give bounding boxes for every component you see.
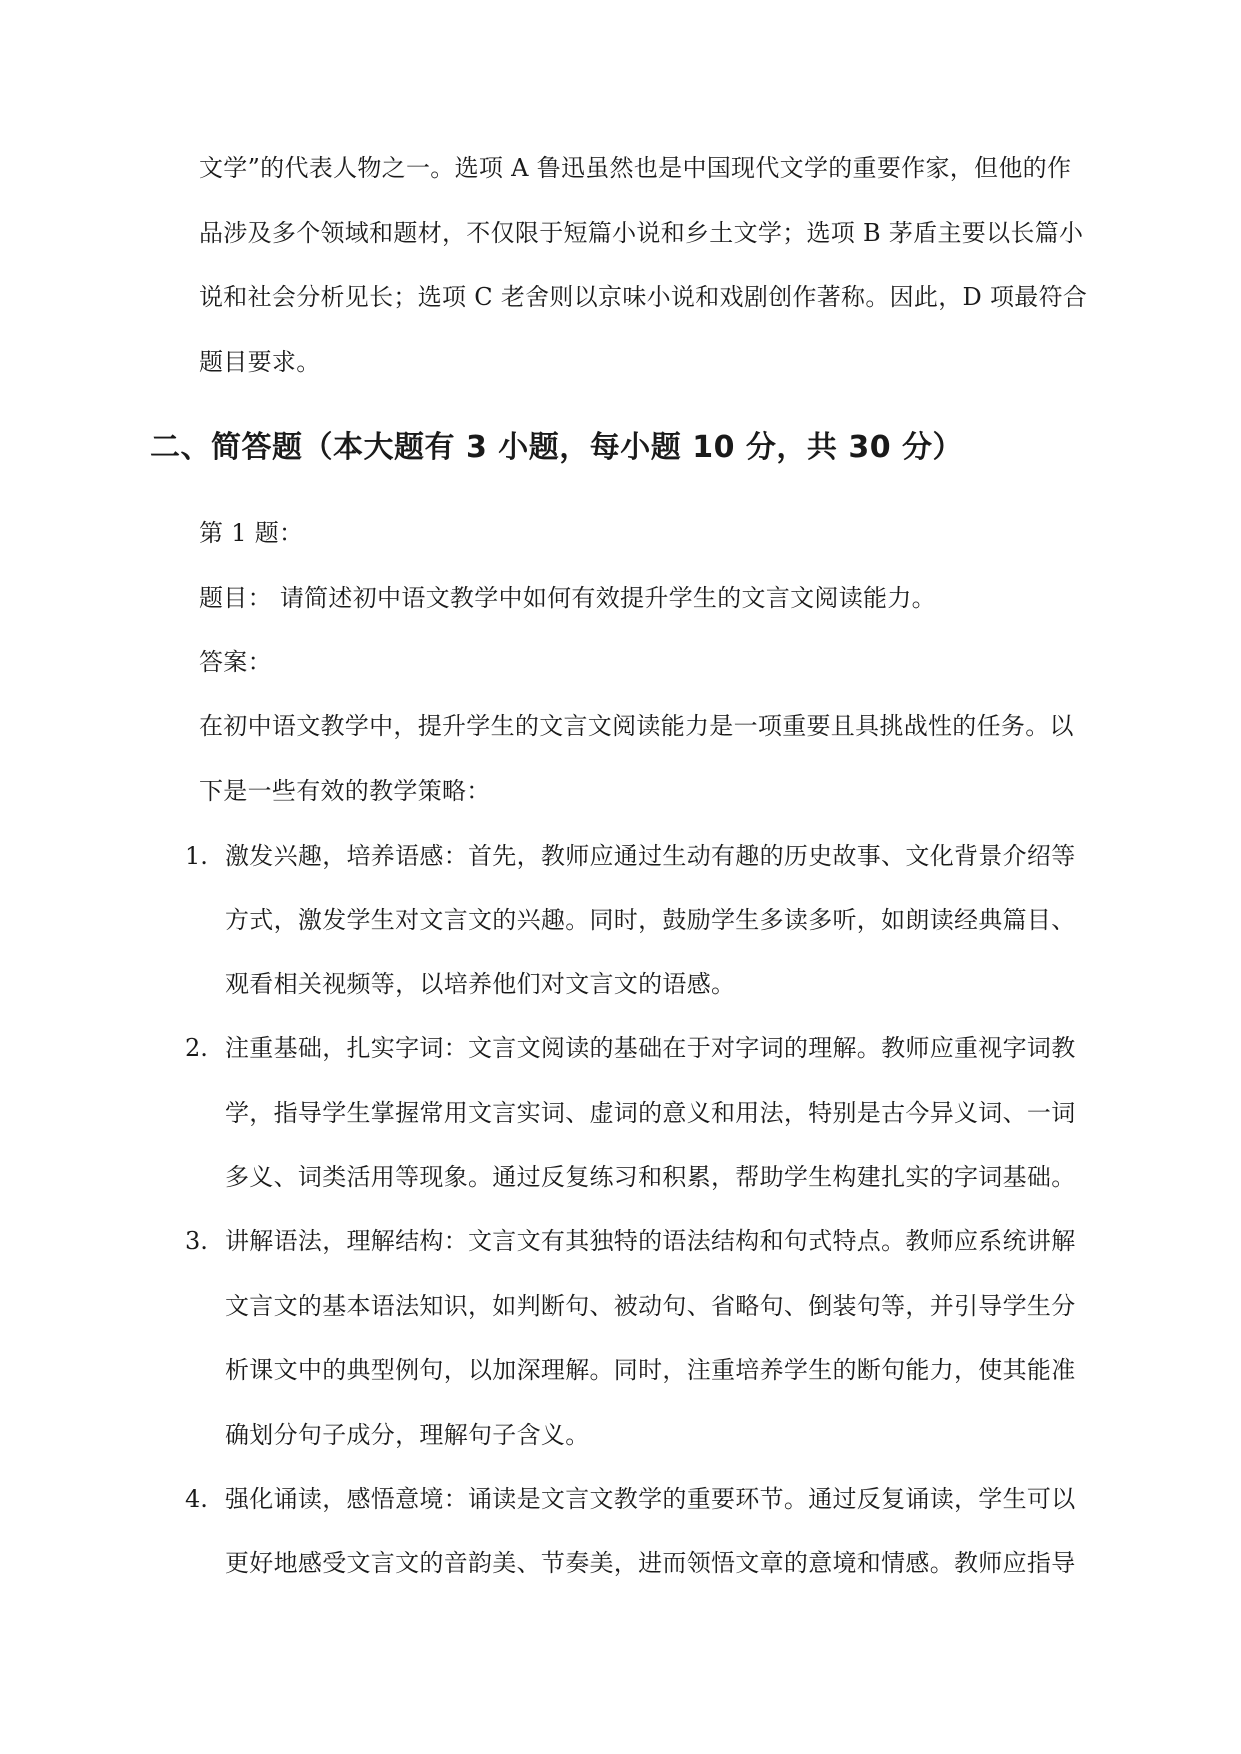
intro-line: 品涉及多个领域和题材，不仅限于短篇小说和乡土文学；选项 B 茅盾主要以长篇小 [199, 219, 1084, 247]
list-item-line: 确划分句子成分，理解句子含义。 [225, 1421, 590, 1449]
list-item-line: 讲解语法，理解结构：文言文有其独特的语法结构和句式特点。教师应系统讲解 [225, 1227, 1076, 1255]
list-item-line: 激发兴趣，培养语感：首先，教师应通过生动有趣的历史故事、文化背景介绍等 [225, 842, 1076, 870]
list-number: 4. [185, 1485, 208, 1513]
list-item-line: 更好地感受文言文的音韵美、节奏美，进而领悟文章的意境和情感。教师应指导 [225, 1549, 1076, 1577]
question-prompt: 题目： 请简述初中语文教学中如何有效提升学生的文言文阅读能力。 [199, 584, 936, 612]
list-item-line: 方式，激发学生对文言文的兴趣。同时，鼓励学生多读多听，如朗读经典篇目、 [225, 906, 1076, 934]
list-item-line: 观看相关视频等，以培养他们对文言文的语感。 [225, 970, 736, 998]
answer-label: 答案： [199, 648, 272, 676]
list-item-line: 注重基础，扎实字词：文言文阅读的基础在于对字词的理解。教师应重视字词教 [225, 1034, 1076, 1062]
intro-line: 文学”的代表人物之一。选项 A 鲁迅虽然也是中国现代文学的重要作家，但他的作 [199, 154, 1072, 182]
list-item-line: 强化诵读，感悟意境：诵读是文言文教学的重要环节。通过反复诵读，学生可以 [225, 1485, 1076, 1513]
answer-intro-line: 下是一些有效的教学策略： [199, 777, 491, 805]
list-number: 3. [185, 1227, 208, 1255]
intro-line: 说和社会分析见长；选项 C 老舍则以京味小说和戏剧创作著称。因此，D 项最符合 [199, 283, 1088, 311]
list-item-line: 析课文中的典型例句，以加深理解。同时，注重培养学生的断句能力，使其能准 [225, 1356, 1076, 1384]
list-item-line: 文言文的基本语法知识，如判断句、被动句、省略句、倒装句等，并引导学生分 [225, 1292, 1076, 1320]
list-number: 1. [185, 842, 208, 870]
section-heading: 二、简答题（本大题有 3 小题，每小题 10 分，共 30 分） [150, 430, 964, 465]
list-item-line: 学，指导学生掌握常用文言实词、虚词的意义和用法，特别是古今异义词、一词 [225, 1099, 1076, 1127]
list-item-line: 多义、词类活用等现象。通过反复练习和积累，帮助学生构建扎实的字词基础。 [225, 1163, 1076, 1191]
question-number: 第 1 题： [199, 519, 304, 547]
answer-intro-line: 在初中语文教学中，提升学生的文言文阅读能力是一项重要且具挑战性的任务。以 [199, 712, 1074, 740]
list-number: 2. [185, 1034, 208, 1062]
intro-line: 题目要求。 [199, 348, 321, 376]
